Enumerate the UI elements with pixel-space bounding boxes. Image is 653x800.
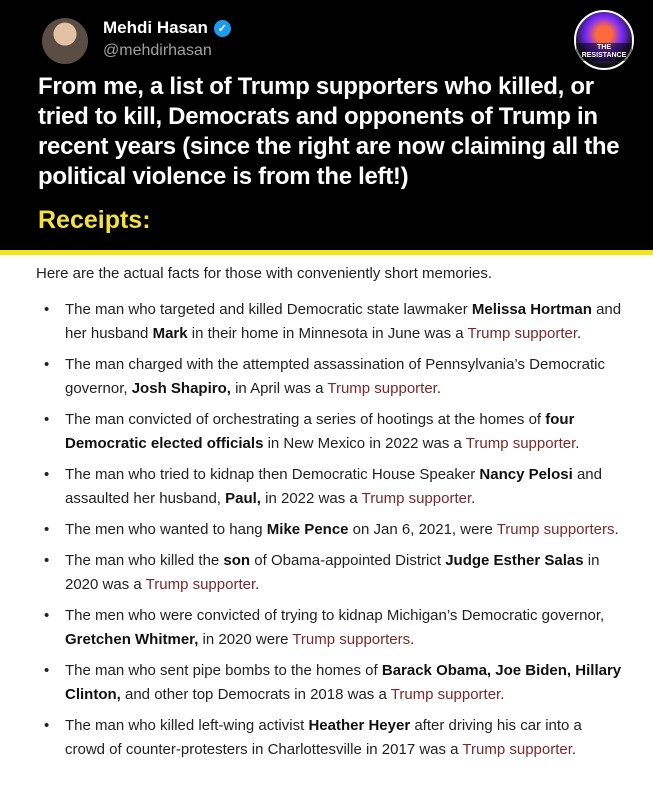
fact-text: The man who tried to kidnap then Democratic House Speaker bbox=[65, 466, 480, 483]
fact-text: in 2022 was a bbox=[260, 490, 362, 507]
fact-text: The man convicted of orchestrating a series of hootings at the homes of bbox=[65, 411, 546, 428]
list-item bbox=[0, 298, 625, 346]
trump-supporter-link[interactable]: Trump supporter bbox=[465, 435, 576, 452]
facts-list bbox=[0, 298, 653, 769]
trump-supporter-link[interactable]: Trump supporter bbox=[390, 686, 501, 703]
resistance-badge-logo bbox=[574, 10, 634, 70]
author-name[interactable]: Mehdi Hasan bbox=[103, 18, 208, 37]
bullet-icon: • bbox=[44, 356, 50, 373]
tweet-header-panel bbox=[0, 0, 653, 250]
verified-check-icon: ✓ bbox=[214, 20, 231, 37]
fact-text: . bbox=[571, 741, 577, 758]
trump-supporter-link[interactable]: Trump supporters bbox=[496, 521, 615, 538]
fact-text: The man who sent pipe bombs to the homes of bbox=[65, 662, 382, 679]
list-item bbox=[0, 549, 625, 597]
bullet-icon: • bbox=[44, 466, 50, 483]
fact-text: and assaulted her husband, bbox=[65, 466, 602, 507]
bullet-icon: • bbox=[44, 301, 50, 318]
emphasized-name: Mike Pence bbox=[266, 521, 349, 538]
trump-supporter-link[interactable]: Trump supporter bbox=[467, 325, 577, 342]
emphasized-name: Josh Shapiro, bbox=[131, 380, 231, 397]
fact-text: and other top Democrats in 2018 was a bbox=[120, 686, 391, 703]
fact-text: after driving his car into a crowd of counter-protesters in Charlottesville in 2017 was a bbox=[65, 717, 582, 758]
trump-supporter-link[interactable]: Trump supporter bbox=[462, 741, 572, 758]
fact-text: . bbox=[471, 490, 476, 507]
fact-text: and her husband bbox=[65, 301, 622, 342]
trump-supporter-link[interactable]: Trump supporter bbox=[361, 490, 472, 507]
receipts-heading: Receipts: bbox=[38, 206, 151, 234]
fact-text: of Obama-appointed District bbox=[250, 552, 446, 569]
fact-text: The man charged with the attempted assassination of Pennsylvania’s Democratic governor, bbox=[65, 356, 606, 397]
fact-text: . bbox=[575, 435, 580, 452]
fact-text: in 2020 was a bbox=[65, 552, 600, 593]
list-item bbox=[0, 518, 625, 542]
fact-text: in their home in Minnesota in June was a bbox=[187, 325, 468, 342]
list-item bbox=[0, 353, 625, 401]
trump-supporter-link[interactable]: Trump supporter bbox=[327, 380, 437, 397]
emphasized-name: Mark bbox=[152, 325, 188, 342]
emphasized-name: Gretchen Whitmer, bbox=[65, 631, 199, 648]
fact-text: The man who targeted and killed Democratic state lawmaker bbox=[65, 301, 472, 318]
author-handle[interactable]: @mehdirhasan bbox=[103, 42, 212, 59]
fact-text: The man who killed the bbox=[65, 552, 224, 569]
fact-text: on Jan 6, 2021, were bbox=[348, 521, 497, 538]
bullet-icon: • bbox=[44, 552, 50, 569]
bullet-icon: • bbox=[44, 411, 50, 428]
emphasized-name: son bbox=[223, 552, 251, 569]
list-item bbox=[0, 659, 625, 707]
avatar[interactable] bbox=[42, 18, 88, 64]
emphasized-name: Judge Esther Salas bbox=[445, 552, 584, 569]
bullet-icon: • bbox=[44, 521, 50, 538]
fact-text: in April was a bbox=[230, 380, 328, 397]
fact-text: . bbox=[255, 576, 260, 593]
bullet-icon: • bbox=[44, 662, 50, 679]
headline-text: From me, a list of Trump supporters who killed, or tried to kill, Democrats and opponents of Trump in recent years (since the right are now claiming all the political violence is from the left!) bbox=[38, 73, 620, 190]
list-item bbox=[0, 408, 625, 456]
emphasized-name: Paul, bbox=[225, 490, 261, 507]
bullet-icon: • bbox=[44, 717, 50, 734]
fact-text: in New Mexico in 2022 was a bbox=[263, 435, 466, 452]
author-name-row[interactable] bbox=[103, 18, 231, 38]
list-item bbox=[0, 604, 625, 652]
emphasized-name: Barack Obama, Joe Biden, Hillary Clinton, bbox=[65, 662, 622, 703]
fact-text: . bbox=[500, 686, 505, 703]
fact-text: in 2020 were bbox=[198, 631, 293, 648]
trump-supporter-link[interactable]: Trump supporter bbox=[145, 576, 256, 593]
list-item bbox=[0, 714, 625, 762]
emphasized-name: four Democratic elected officials bbox=[65, 411, 575, 452]
emphasized-name: Melissa Hortman bbox=[471, 301, 592, 318]
fact-text: The men who were convicted of trying to kidnap Michigan’s Democratic governor, bbox=[65, 607, 605, 624]
fact-text: The men who wanted to hang bbox=[65, 521, 267, 538]
fact-text: . bbox=[410, 631, 415, 648]
fact-text: . bbox=[436, 380, 442, 397]
emphasized-name: Nancy Pelosi bbox=[479, 466, 573, 483]
badge-label: THE RESISTANCE bbox=[576, 43, 632, 61]
bullet-icon: • bbox=[44, 607, 50, 624]
fact-text: . bbox=[577, 325, 582, 342]
yellow-divider bbox=[0, 250, 653, 255]
fact-text: . bbox=[614, 521, 619, 538]
emphasized-name: Heather Heyer bbox=[308, 717, 411, 734]
intro-text: Here are the actual facts for those with conveniently short memories. bbox=[36, 265, 493, 282]
list-item bbox=[0, 463, 625, 511]
trump-supporter-link[interactable]: Trump supporters bbox=[292, 631, 411, 648]
fact-text: The man who killed left-wing activist bbox=[65, 717, 309, 734]
